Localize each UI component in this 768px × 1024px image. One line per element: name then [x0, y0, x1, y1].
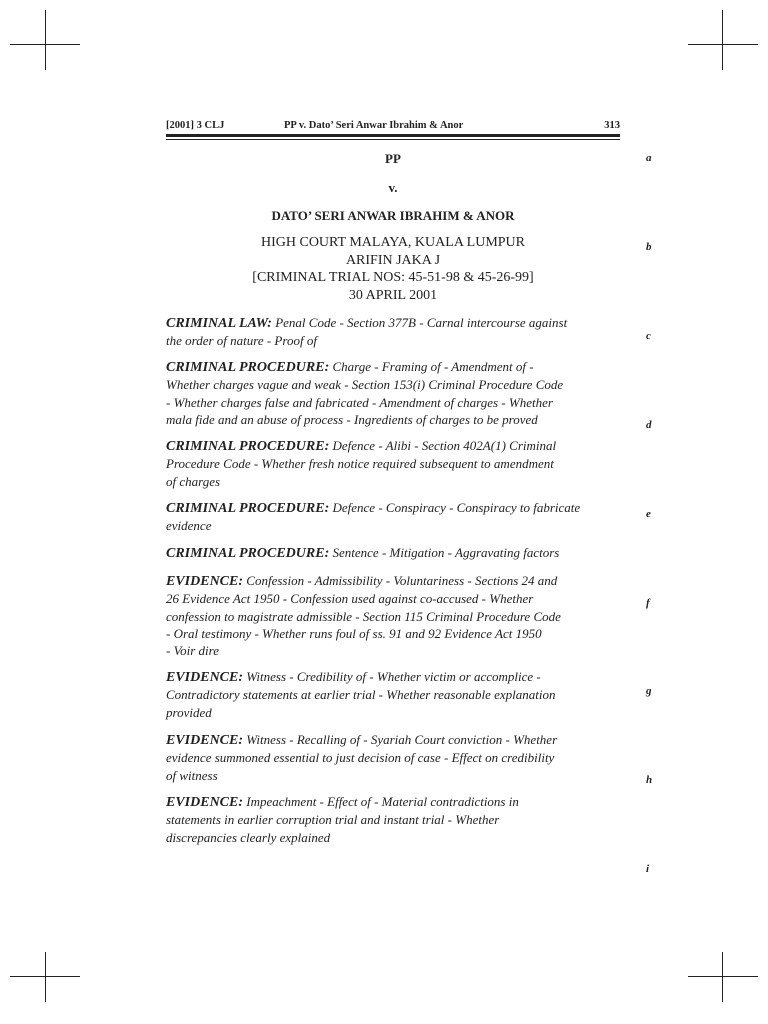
crop-mark-bottom-left-v [45, 952, 46, 1002]
catchword-line: mala fide and an abuse of process - Ingredients of charges to be proved [166, 411, 538, 427]
party-plaintiff: PP [385, 151, 401, 166]
catchword-line: Charge - Framing of - Amendment of - [332, 359, 534, 374]
header-case-name: PP v. Dato’ Seri Anwar Ibrahim & Anor [284, 120, 464, 131]
margin-letter-i: i [646, 863, 650, 875]
catchword-heading: EVIDENCE: [166, 670, 244, 685]
catchword-heading: CRIMINAL PROCEDURE: [166, 360, 330, 375]
catchword-line: - Oral testimony - Whether runs foul of ss. 91 and 92 Evidence Act 1950 [166, 625, 542, 641]
catchword-paragraph [166, 358, 620, 428]
margin-letter-h: h [646, 774, 653, 786]
catchword-line: Defence - Conspiracy - Conspiracy to fabricate [332, 500, 581, 515]
catchword-heading: CRIMINAL LAW: [166, 316, 272, 331]
catchword-line: Contradictory statements at earlier trial - Whether reasonable explanation [166, 687, 556, 703]
judgment-date: 30 APRIL 2001 [348, 287, 438, 303]
crop-mark-bottom-right-h [688, 976, 758, 977]
catchword-paragraph [166, 314, 620, 350]
catchword-heading: CRIMINAL PROCEDURE: [166, 439, 330, 454]
catchword-line: the order of nature - Proof of [166, 333, 317, 349]
catchword-line: Whether charges vague and weak - Section 153(i) Criminal Procedure Code [166, 377, 564, 393]
catchword-paragraph [166, 499, 620, 535]
crop-mark-bottom-right-v [722, 952, 723, 1002]
court-name: HIGH COURT MALAYA, KUALA LUMPUR [260, 235, 526, 250]
catchword-line: confession to magistrate admissible - Section 115 Criminal Procedure Code [166, 608, 561, 624]
catchword-line: of witness [166, 767, 218, 783]
catchword-paragraph [166, 544, 620, 562]
header-citation: [2001] 3 CLJ [166, 120, 225, 131]
catchword-line: Impeachment - Effect of - Material contradictions in [246, 794, 519, 809]
judge-name: ARIFIN JAKA J [345, 252, 441, 268]
party-versus: v. [388, 180, 398, 195]
margin-letter-d: d [646, 419, 652, 431]
margin-letter-g: g [646, 685, 652, 697]
margin-letter-f: f [646, 597, 650, 609]
catchword-line: - Whether charges false and fabricated - Amendment of charges - Whether [166, 394, 553, 410]
catchword-line: Confession - Admissibility - Voluntariness - Sections 24 and [246, 573, 558, 588]
crop-mark-top-right-h [688, 44, 758, 45]
catchword-line: Witness - Recalling of - Syariah Court conviction - Whether [246, 732, 558, 747]
margin-letter-c: c [646, 330, 651, 342]
margin-letter-a: a [646, 152, 652, 164]
catchword-line: Procedure Code - Whether fresh notice required subsequent to amendment [166, 456, 554, 472]
catchword-paragraph [166, 793, 620, 846]
crop-mark-top-left-v [45, 10, 46, 70]
header-rule-thick [166, 134, 620, 137]
catchword-line: discrepancies clearly explained [166, 829, 331, 845]
catchword-line: provided [166, 704, 212, 720]
catchword-line: Penal Code - Section 377B - Carnal intercourse against [275, 315, 568, 330]
catchword-paragraph [166, 572, 620, 659]
catchword-line: statements in earlier corruption trial and instant trial - Whether [166, 812, 500, 828]
crop-mark-top-right-v [722, 10, 723, 70]
trial-numbers: [CRIMINAL TRIAL NOS: 45-51-98 & 45-26-99] [252, 270, 534, 285]
catchword-heading: EVIDENCE: [166, 574, 244, 589]
court-info [166, 234, 620, 304]
catchword-line: of charges [166, 473, 221, 489]
header-rule-thin [166, 139, 620, 140]
catchword-heading: EVIDENCE: [166, 795, 244, 810]
catchword-paragraph [166, 437, 620, 490]
catchword-paragraph [166, 668, 620, 721]
catchword-heading: CRIMINAL PROCEDURE: [166, 546, 330, 561]
catchword-line: Witness - Credibility of - Whether victim or accomplice - [246, 669, 541, 684]
catchword-line: evidence summoned essential to just decision of case - Effect on credibility [166, 750, 555, 766]
catchword-line: Sentence - Mitigation - Aggravating factors [332, 545, 560, 560]
catchword-line: 26 Evidence Act 1950 - Confession used against co-accused - Whether [166, 591, 534, 607]
margin-letter-b: b [646, 241, 652, 253]
catchword-paragraph [166, 731, 620, 784]
header-page-number: 313 [604, 120, 620, 131]
margin-letter-e: e [646, 508, 651, 520]
catchword-heading: EVIDENCE: [166, 733, 244, 748]
catchword-heading: CRIMINAL PROCEDURE: [166, 501, 330, 516]
catchword-line: evidence [166, 518, 212, 534]
party-defendant: DATO’ SERI ANWAR IBRAHIM & ANOR [271, 208, 515, 223]
catchword-line: - Voir dire [166, 643, 219, 659]
catchword-line: Defence - Alibi - Section 402A(1) Criminal [332, 438, 557, 453]
